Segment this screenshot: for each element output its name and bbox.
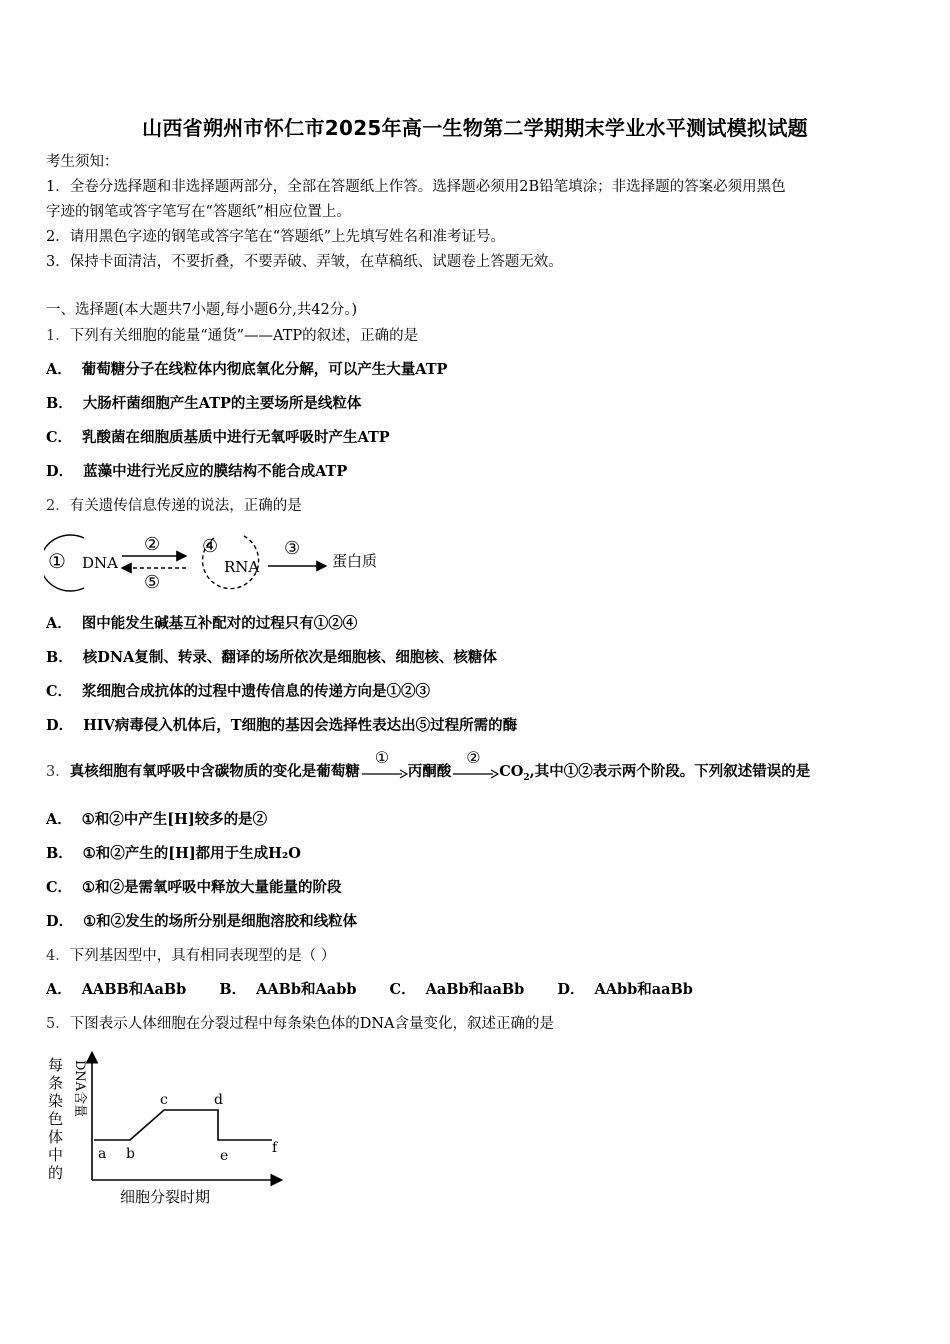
option-text: ①和②中产生[H]较多的是② [81, 811, 268, 828]
question-stem: 下图表示人体细胞在分裂过程中每条染色体的DNA含量变化，叙述正确的是 [69, 1016, 555, 1032]
q4-options [46, 980, 721, 1000]
q2-option-c[interactable] [46, 682, 430, 702]
notice-item-1: 1．全卷分选择题和非选择题两部分，全部在答题纸上作答。选择题必须用2B铅笔填涂；非选择题的答案必须用黑色 [46, 179, 786, 195]
label-c4: ④ [202, 536, 219, 557]
option-text: ①和②发生的场所分别是细胞溶胶和线粒体 [83, 913, 358, 930]
question-stem-a: 真核细胞有氧呼吸中含碳物质的变化是葡萄糖 [69, 763, 360, 780]
option-letter: C． [46, 879, 73, 896]
point-label-d: d [214, 1092, 223, 1108]
label-c5: ⑤ [144, 572, 161, 593]
point-label-f: f [272, 1140, 278, 1156]
point-label-b: b [126, 1146, 135, 1162]
option-letter: D． [46, 717, 74, 734]
question-1 [46, 326, 418, 346]
arrow-right-icon [451, 769, 499, 779]
dna-content-line [94, 1110, 272, 1140]
page-title: 山西省朔州市怀仁市2025年高一生物第二学期期末学业水平测试模拟试题 [142, 116, 808, 140]
option-text: 图中能发生碱基互补配对的过程只有①②④ [81, 615, 358, 632]
option-text: 大肠杆菌细胞产生ATP的主要场所是线粒体 [82, 395, 362, 412]
point-label-e: e [220, 1148, 229, 1164]
label-c1: ① [48, 549, 66, 573]
dna-content-graph [44, 1050, 304, 1210]
q4-option-a[interactable] [46, 981, 186, 998]
point-label-c: c [160, 1092, 168, 1108]
notice-heading: 考生须知： [46, 154, 119, 170]
label-c2: ② [144, 534, 161, 555]
option-text: ①和②是需氧呼吸中释放大量能量的阶段 [82, 879, 342, 896]
option-letter: C． [389, 981, 416, 998]
question-number: 2． [46, 498, 70, 514]
option-text: 浆细胞合成抗体的过程中遗传信息的传递方向是①②③ [82, 683, 431, 700]
question-stem: 下列有关细胞的能量“通货”——ATP的叙述，正确的是 [69, 328, 419, 344]
y-label-right [72, 1060, 87, 1117]
central-dogma-diagram [44, 528, 404, 598]
q1-option-d[interactable] [46, 462, 347, 482]
q1-option-a[interactable] [46, 360, 447, 380]
question-stem-c: CO [499, 763, 524, 780]
y-label-left [48, 1056, 63, 1182]
question-stem-d: ,其中①②表示两个阶段。下列叙述错误的是 [529, 763, 811, 780]
y-label-right-text: DNA含量 [72, 1060, 87, 1118]
q3-option-c[interactable] [46, 878, 342, 898]
option-letter: B． [46, 845, 73, 862]
arrow-stage-1 [360, 748, 408, 782]
option-letter: A． [46, 811, 72, 828]
option-text: 核DNA复制、转录、翻译的场所依次是细胞核、细胞核、核糖体 [82, 649, 497, 666]
arrow-stage-2 [451, 748, 499, 782]
q4-option-b[interactable] [219, 981, 356, 998]
dna-label: DNA [82, 554, 118, 572]
option-letter: C． [46, 683, 73, 700]
question-stem: 下列基因型中，具有相同表现型的是（ ） [69, 948, 336, 964]
q3-option-d[interactable] [46, 912, 357, 932]
question-stem-b: 丙酮酸 [407, 763, 452, 780]
question-stem: 有关遗传信息传递的说法，正确的是 [69, 498, 302, 514]
x-axis-label: 细胞分裂时期 [120, 1188, 211, 1206]
option-text: 乳酸菌在细胞质基质中进行无氧呼吸时产生ATP [82, 429, 390, 446]
option-letter: D． [557, 981, 585, 998]
option-letter: B． [46, 649, 73, 666]
rna-label: RNA [224, 558, 260, 576]
y-label-left-text: 每条染色体中的 [48, 1056, 64, 1182]
question-number: 4． [46, 948, 70, 964]
protein-label: 蛋白质 [332, 552, 378, 570]
point-labels [98, 1092, 279, 1164]
point-label-a: a [98, 1146, 107, 1162]
question-number: 1． [46, 328, 70, 344]
question-number: 3． [46, 764, 70, 780]
question-5 [46, 1014, 554, 1034]
q3-option-a[interactable] [46, 810, 267, 830]
question-2 [46, 496, 302, 516]
q4-option-d[interactable] [557, 981, 693, 998]
option-text: HIV病毒侵入机体后，T细胞的基因会选择性表达出⑤过程所需的酶 [83, 717, 518, 734]
arrow-right-icon [360, 769, 408, 779]
question-4 [46, 946, 335, 966]
option-text: AABb和Aabb [256, 981, 357, 998]
option-text: 葡萄糖分子在线粒体内彻底氧化分解，可以产生大量ATP [81, 361, 448, 378]
label-c3: ③ [284, 538, 301, 559]
option-letter: A． [46, 615, 72, 632]
arrow-stage-2-label: ② [466, 748, 481, 767]
option-letter: C． [46, 429, 73, 446]
option-text: ①和②产生的[H]都用于生成H₂O [82, 845, 301, 862]
notice-item-1-cont: 字迹的钢笔或答字笔写在“答题纸”相应位置上。 [46, 204, 351, 220]
q1-option-c[interactable] [46, 428, 390, 448]
q2-option-d[interactable] [46, 716, 517, 736]
q4-option-c[interactable] [390, 981, 525, 998]
question-number: 5． [46, 1016, 70, 1032]
question-3 [46, 748, 811, 788]
q3-option-b[interactable] [46, 844, 301, 864]
option-text: AaBb和aaBb [425, 981, 525, 998]
option-letter: D． [46, 913, 74, 930]
notice-item-3: 3．保持卡面清洁，不要折叠，不要弄破、弄皱，在草稿纸、试题卷上答题无效。 [46, 254, 563, 270]
option-text: AAbb和aaBb [594, 981, 693, 998]
arrow-stage-1-label: ① [374, 748, 390, 767]
option-text: 蓝藻中进行光反应的膜结构不能合成ATP [83, 463, 348, 480]
option-letter: B． [219, 981, 247, 998]
notice-item-2: 2．请用黑色字迹的钢笔或答字笔在“答题纸”上先填写姓名和准考证号。 [46, 229, 506, 245]
section-heading: 一、选择题(本大题共7小题,每小题6分,共42分。) [46, 302, 358, 318]
q2-option-b[interactable] [46, 648, 497, 668]
q2-option-a[interactable] [46, 614, 357, 634]
option-letter: A． [46, 361, 72, 378]
option-letter: B． [46, 395, 73, 412]
q1-option-b[interactable] [46, 394, 361, 414]
option-letter: D． [46, 463, 74, 480]
subscript: 2 [523, 772, 530, 783]
option-text: AABB和AaBb [81, 981, 187, 998]
option-letter: A． [46, 981, 72, 998]
